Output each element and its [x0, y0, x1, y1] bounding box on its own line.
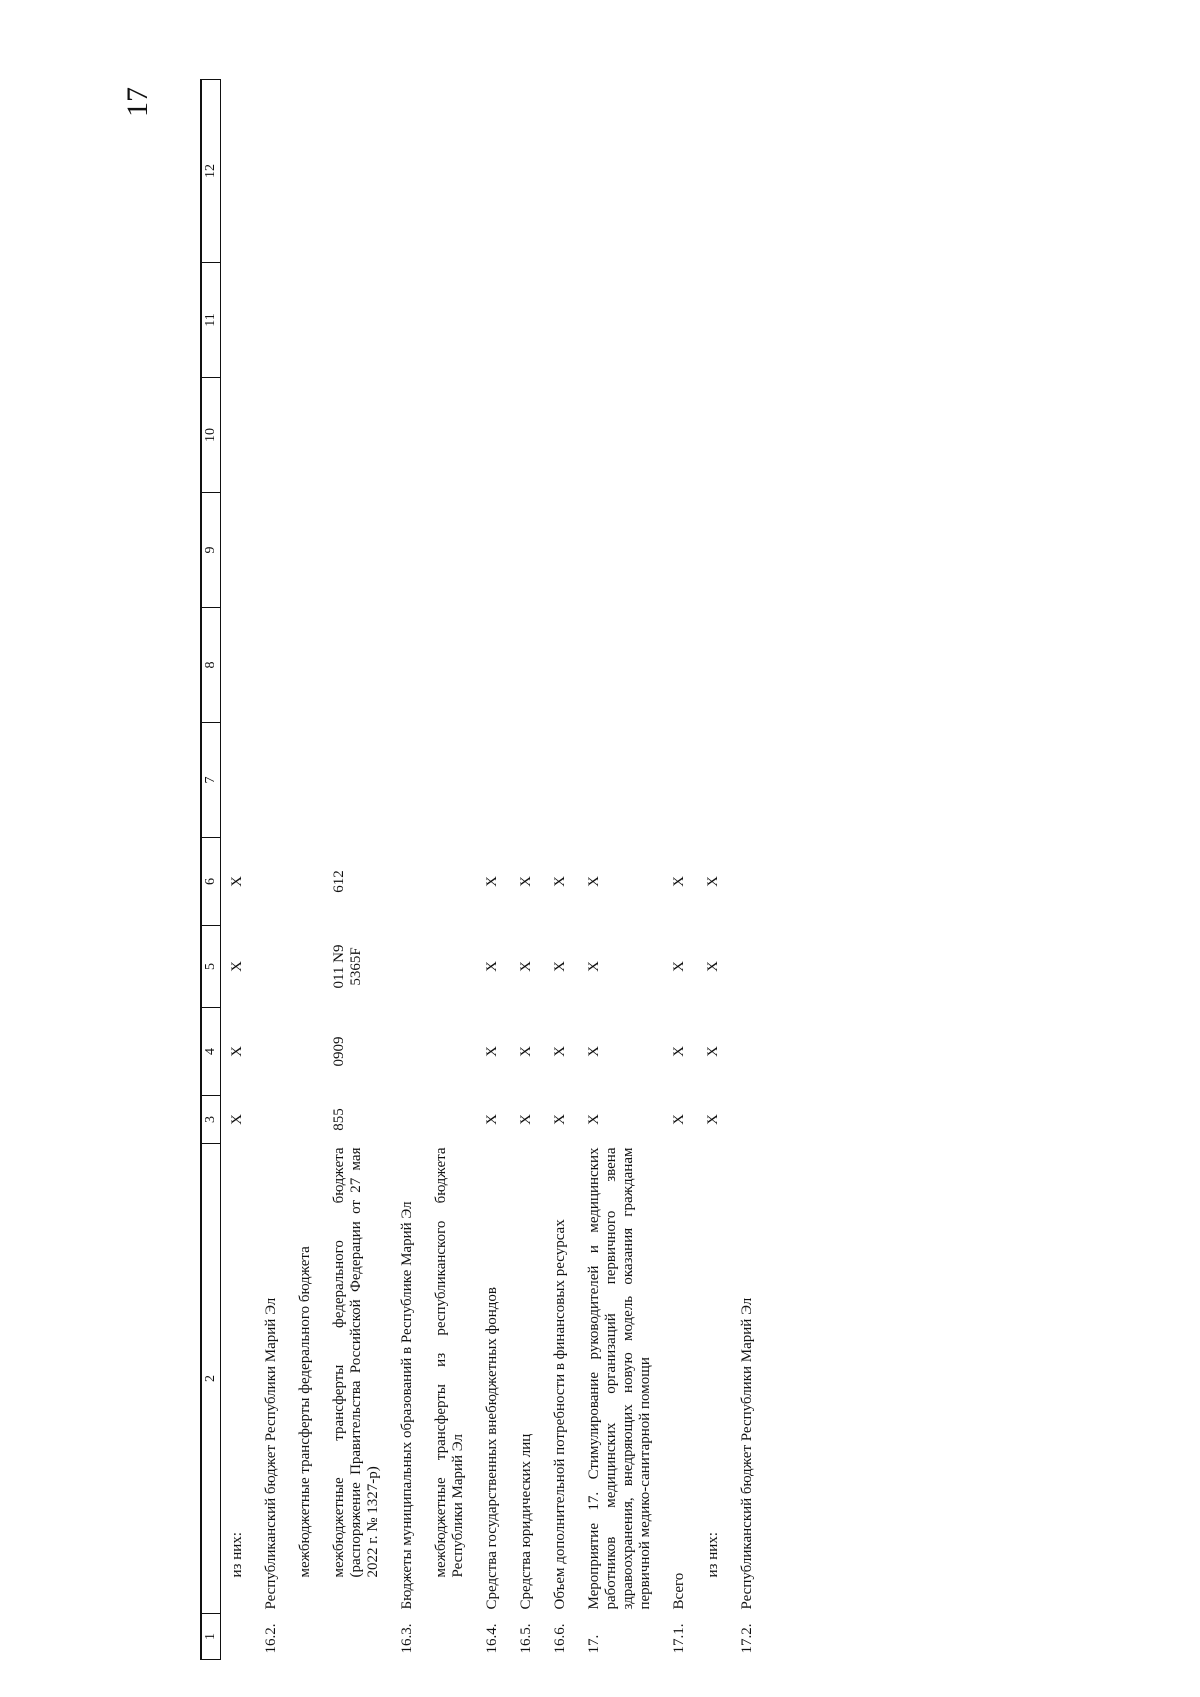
row-code-3 [731, 1096, 765, 1144]
row-code-3 [289, 1096, 323, 1144]
row-code-3: 855 [331, 1108, 347, 1131]
row-code-6: X [705, 876, 721, 887]
row-description: Бюджеты муниципальных образований в Республике Марий Эл [399, 1201, 415, 1610]
empty-cell [510, 263, 544, 378]
table-row [323, 80, 391, 1660]
row-code-4: X [552, 1046, 568, 1057]
empty-cell [289, 493, 323, 608]
row-code-4 [425, 1008, 476, 1096]
empty-cell [697, 493, 731, 608]
empty-cell [255, 723, 289, 838]
row-number: 17.2. [739, 1623, 755, 1654]
header-row [201, 80, 221, 1660]
empty-cell [391, 608, 425, 723]
row-code-6: 612 [331, 870, 347, 893]
empty-cell [323, 608, 391, 723]
row-code-4: X [229, 1046, 245, 1057]
row-description: Средства государственных внебюджетных фондов [484, 1287, 500, 1610]
table-row [289, 80, 323, 1660]
empty-cell [425, 493, 476, 608]
table-row [255, 80, 289, 1660]
row-description: межбюджетные трансферты федерального бюджета [297, 1246, 313, 1578]
row-code-6: X [586, 876, 602, 887]
row-code-5 [425, 926, 476, 1008]
row-description: Объем дополнительной потребности в финансовых ресурсах [552, 1219, 568, 1610]
row-code-6 [289, 838, 323, 926]
empty-cell [697, 80, 731, 263]
row-description: Всего [671, 1572, 687, 1610]
empty-cell [476, 80, 510, 263]
col-header: 2 [201, 1144, 221, 1614]
row-code-5: X [229, 961, 245, 972]
row-code-3: X [518, 1114, 534, 1125]
col-header: 9 [201, 493, 221, 608]
empty-cell [221, 80, 256, 263]
empty-cell [289, 378, 323, 493]
row-code-4: X [484, 1046, 500, 1057]
empty-cell [323, 378, 391, 493]
table-row [697, 80, 731, 1660]
col-header: 1 [201, 1614, 221, 1660]
empty-cell [255, 263, 289, 378]
row-number [289, 1614, 323, 1660]
row-code-5: 011 N9 5365F [331, 944, 364, 989]
col-header: 6 [201, 838, 221, 926]
table-row [731, 80, 765, 1660]
empty-cell [510, 80, 544, 263]
table-row [391, 80, 425, 1660]
empty-cell [289, 263, 323, 378]
empty-cell [323, 80, 391, 263]
col-header: 7 [201, 723, 221, 838]
row-code-6: X [552, 876, 568, 887]
col-header: 5 [201, 926, 221, 1008]
row-number [323, 1614, 391, 1660]
col-header: 8 [201, 608, 221, 723]
row-description: из них: [705, 1532, 721, 1578]
empty-cell [425, 378, 476, 493]
row-code-5 [255, 926, 289, 1008]
empty-cell [731, 493, 765, 608]
empty-cell [323, 263, 391, 378]
row-code-6 [425, 838, 476, 926]
col-header: 4 [201, 1008, 221, 1096]
table-body [221, 80, 766, 1660]
row-code-4: 0909 [331, 1036, 347, 1067]
empty-cell [391, 263, 425, 378]
row-code-6 [391, 838, 425, 926]
empty-cell [578, 80, 663, 263]
empty-cell [510, 493, 544, 608]
empty-cell [255, 608, 289, 723]
row-code-4 [289, 1008, 323, 1096]
row-description: межбюджетные трансферты федерального бюджета (распоряжение Правительства Российской Федерации от 27 мая 2022 г. № 1327-р) [331, 1147, 381, 1578]
row-code-5: X [518, 961, 534, 972]
empty-cell [697, 378, 731, 493]
row-code-6: X [484, 876, 500, 887]
row-description: Мероприятие 17. Стимулирование руководителей и медицинских работников медицинских организаций первичного звена здравоохранения, внедряющих новую модель оказания гражданам первичной медико-санитарной помощи [586, 1147, 653, 1610]
empty-cell [663, 378, 697, 493]
empty-cell [476, 608, 510, 723]
empty-cell [510, 723, 544, 838]
row-code-6 [731, 838, 765, 926]
empty-cell [476, 263, 510, 378]
col-header: 11 [201, 263, 221, 378]
row-number: 16.3. [399, 1623, 415, 1654]
row-code-3: X [586, 1114, 602, 1125]
empty-cell [731, 378, 765, 493]
row-number: 16.6. [552, 1623, 568, 1654]
empty-cell [578, 493, 663, 608]
row-code-4 [731, 1008, 765, 1096]
page-number: 17 [121, 87, 154, 117]
row-number: 16.5. [518, 1623, 534, 1654]
empty-cell [663, 80, 697, 263]
empty-cell [476, 378, 510, 493]
row-code-6: X [671, 876, 687, 887]
empty-cell [544, 723, 578, 838]
empty-cell [289, 608, 323, 723]
empty-cell [289, 723, 323, 838]
empty-cell [578, 723, 663, 838]
empty-cell [697, 608, 731, 723]
row-number [697, 1614, 731, 1660]
row-number [425, 1614, 476, 1660]
empty-cell [731, 608, 765, 723]
row-code-5 [289, 926, 323, 1008]
row-code-4 [255, 1008, 289, 1096]
row-code-4: X [705, 1046, 721, 1057]
table-row [578, 80, 663, 1660]
empty-cell [476, 493, 510, 608]
empty-cell [255, 493, 289, 608]
table-row [425, 80, 476, 1660]
row-description: Средства юридических лиц [518, 1433, 534, 1610]
empty-cell [510, 378, 544, 493]
empty-cell [544, 608, 578, 723]
table-row [663, 80, 697, 1660]
row-description: из них: [229, 1532, 245, 1578]
row-description: Республиканский бюджет Республики Марий Эл [739, 1297, 755, 1610]
table-row [510, 80, 544, 1660]
empty-cell [731, 723, 765, 838]
empty-cell [391, 493, 425, 608]
row-code-5: X [671, 961, 687, 972]
row-code-3: X [229, 1114, 245, 1125]
row-number [221, 1614, 256, 1660]
row-code-4: X [586, 1046, 602, 1057]
row-code-5: X [586, 961, 602, 972]
empty-cell [391, 80, 425, 263]
empty-cell [544, 263, 578, 378]
empty-cell [663, 723, 697, 838]
row-description: межбюджетные трансферты из республиканского бюджета Республики Марий Эл [433, 1147, 466, 1578]
empty-cell [697, 723, 731, 838]
empty-cell [697, 263, 731, 378]
empty-cell [578, 608, 663, 723]
empty-cell [544, 378, 578, 493]
row-code-3: X [552, 1114, 568, 1125]
empty-cell [731, 263, 765, 378]
empty-cell [510, 608, 544, 723]
empty-cell [221, 493, 256, 608]
empty-cell [323, 723, 391, 838]
row-description: Республиканский бюджет Республики Марий Эл [263, 1297, 279, 1610]
empty-cell [221, 723, 256, 838]
empty-cell [425, 608, 476, 723]
empty-cell [476, 723, 510, 838]
empty-cell [578, 378, 663, 493]
empty-cell [221, 263, 256, 378]
row-number: 16.2. [263, 1623, 279, 1654]
row-code-4: X [518, 1046, 534, 1057]
row-code-5: X [705, 961, 721, 972]
row-code-3 [391, 1096, 425, 1144]
row-code-3: X [671, 1114, 687, 1125]
empty-cell [221, 378, 256, 493]
col-header: 3 [201, 1096, 221, 1144]
empty-cell [391, 378, 425, 493]
row-code-3: X [484, 1114, 500, 1125]
empty-cell [663, 608, 697, 723]
row-code-4: X [671, 1046, 687, 1057]
empty-cell [425, 80, 476, 263]
table-row [544, 80, 578, 1660]
empty-cell [255, 80, 289, 263]
empty-cell [544, 80, 578, 263]
col-header: 10 [201, 378, 221, 493]
table-row [221, 80, 256, 1660]
row-code-6: X [229, 876, 245, 887]
empty-cell [731, 80, 765, 263]
row-number: 17. [586, 1634, 602, 1654]
empty-cell [663, 493, 697, 608]
budget-table [200, 79, 765, 1660]
row-code-5: X [552, 961, 568, 972]
empty-cell [663, 263, 697, 378]
empty-cell [221, 608, 256, 723]
rotated-page [200, 60, 1200, 1660]
empty-cell [425, 263, 476, 378]
row-code-5 [731, 926, 765, 1008]
row-code-6: X [518, 876, 534, 887]
row-code-3 [255, 1096, 289, 1144]
empty-cell [578, 263, 663, 378]
row-code-3: X [705, 1114, 721, 1125]
row-code-6 [255, 838, 289, 926]
empty-cell [323, 493, 391, 608]
row-code-5: X [484, 961, 500, 972]
row-code-4 [391, 1008, 425, 1096]
col-header: 12 [201, 80, 221, 263]
table-row [476, 80, 510, 1660]
row-number: 17.1. [671, 1623, 687, 1654]
row-number: 16.4. [484, 1623, 500, 1654]
row-code-5 [391, 926, 425, 1008]
empty-cell [425, 723, 476, 838]
empty-cell [255, 378, 289, 493]
empty-cell [544, 493, 578, 608]
empty-cell [391, 723, 425, 838]
row-code-3 [425, 1096, 476, 1144]
empty-cell [289, 80, 323, 263]
